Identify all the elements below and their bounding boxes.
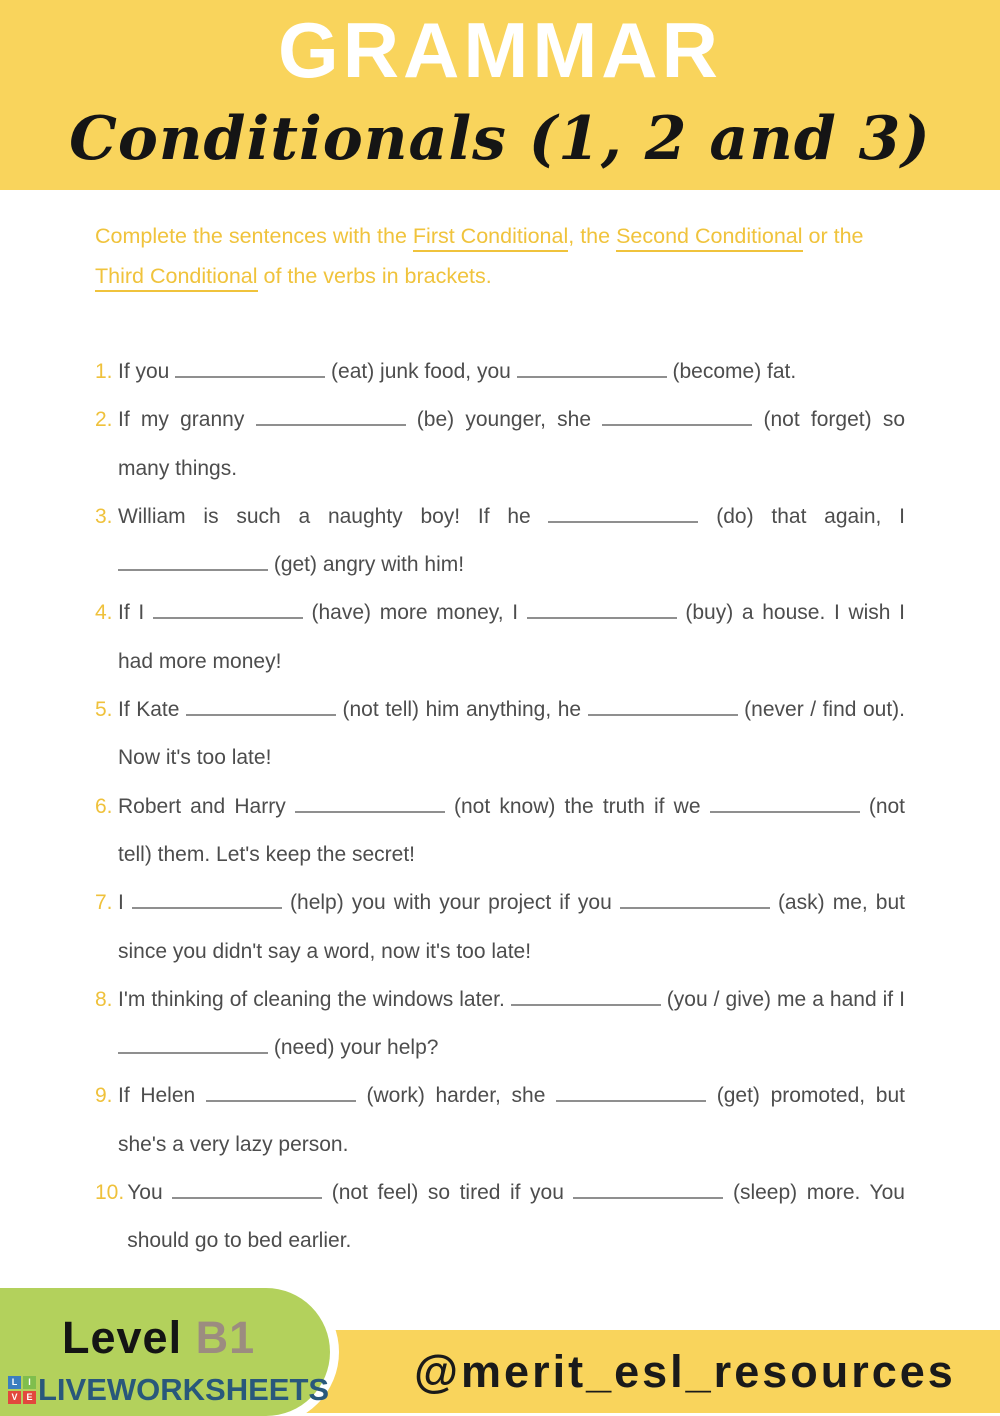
worksheet-header [0,0,1000,190]
exercise-item [95,1072,905,1169]
answer-blank[interactable] [548,508,698,523]
sentence-text: If I (have) more money, I (buy) a house. I wish I had more money! [118,601,905,673]
logo-letter: E [23,1391,36,1404]
level-value: B1 [195,1312,256,1363]
sentence-text: If you (eat) junk food, you (become) fat. [118,360,797,383]
liveworksheets-wordmark: LIVEWORKSHEETS [38,1372,330,1407]
header-kicker: GRAMMAR [278,6,722,94]
exercise-item [95,348,905,396]
answer-blank[interactable] [527,604,677,619]
answer-blank[interactable] [256,411,406,426]
answer-blank[interactable] [206,1087,356,1102]
answer-blank[interactable] [132,894,282,909]
instructions [95,216,905,296]
sentence-text: I (help) you with your project if you (ask) me, but since you didn't say a word, now it's too late! [118,891,905,963]
sentence-text: If my granny (be) younger, she (not forget) so many things. [118,408,905,480]
answer-blank[interactable] [118,556,268,571]
item-number: 7. [95,891,113,915]
item-number: 8. [95,987,113,1011]
answer-blank[interactable] [175,363,325,378]
answer-blank[interactable] [620,894,770,909]
sentence-text: If Helen (work) harder, she (get) promoted, but she's a very lazy person. [118,1084,905,1156]
exercise-item [95,783,905,880]
answer-blank[interactable] [511,991,661,1006]
answer-blank[interactable] [602,411,752,426]
instructions-text: Complete the sentences with the First Conditional, the Second Conditional or the Third Conditional of the verbs in brackets. [95,216,905,296]
exercise-item [95,1169,905,1266]
logo-letter: L [8,1376,21,1389]
logo-letter: I [23,1376,36,1389]
exercise-item [95,976,905,1073]
liveworksheets-brand [8,1372,329,1408]
exercise-item [95,396,905,493]
item-number: 5. [95,698,113,722]
item-number: 3. [95,504,113,528]
answer-blank[interactable] [710,798,860,813]
item-number: 1. [95,360,113,383]
level-word: Level [62,1312,183,1363]
sentence-text: William is such a naughty boy! If he (do) that again, I (get) angry with him! [118,504,905,577]
social-handle: @merit_esl_resources [414,1345,956,1397]
answer-blank[interactable] [186,701,336,716]
item-number: 10. [95,1181,125,1205]
level-label [62,1312,255,1364]
answer-blank[interactable] [517,363,667,378]
exercise-list [95,348,905,1266]
liveworksheets-logo-icon [8,1376,36,1404]
social-handle-bar [240,1330,1000,1413]
sentence-text: If Kate (not tell) him anything, he (never / find out). Now it's too late! [118,698,906,770]
item-number: 4. [95,601,113,625]
page-title: Conditionals (1, 2 and 3) [69,104,931,174]
exercise-item [95,589,905,686]
logo-letter: V [8,1391,21,1404]
exercise-item [95,686,905,783]
exercise-item [95,493,905,590]
underlined-term: Third Conditional [95,264,258,292]
answer-blank[interactable] [573,1184,723,1199]
underlined-term: Second Conditional [616,224,802,252]
answer-blank[interactable] [556,1087,706,1102]
answer-blank[interactable] [588,701,738,716]
answer-blank[interactable] [295,798,445,813]
exercise-item [95,879,905,976]
sentence-text: I'm thinking of cleaning the windows later. (you / give) me a hand if I (need) your help? [118,987,905,1060]
answer-blank[interactable] [153,604,303,619]
item-number: 6. [95,794,113,818]
sentence-text: Robert and Harry (not know) the truth if we (not tell) them. Let's keep the secret! [118,794,906,866]
sentence-text: You (not feel) so tired if you (sleep) more. You should go to bed earlier. [127,1181,905,1253]
level-badge [0,1288,330,1416]
underlined-term: First Conditional [413,224,568,252]
answer-blank[interactable] [118,1039,268,1054]
item-number: 2. [95,408,113,432]
answer-blank[interactable] [172,1184,322,1199]
item-number: 9. [95,1084,113,1108]
